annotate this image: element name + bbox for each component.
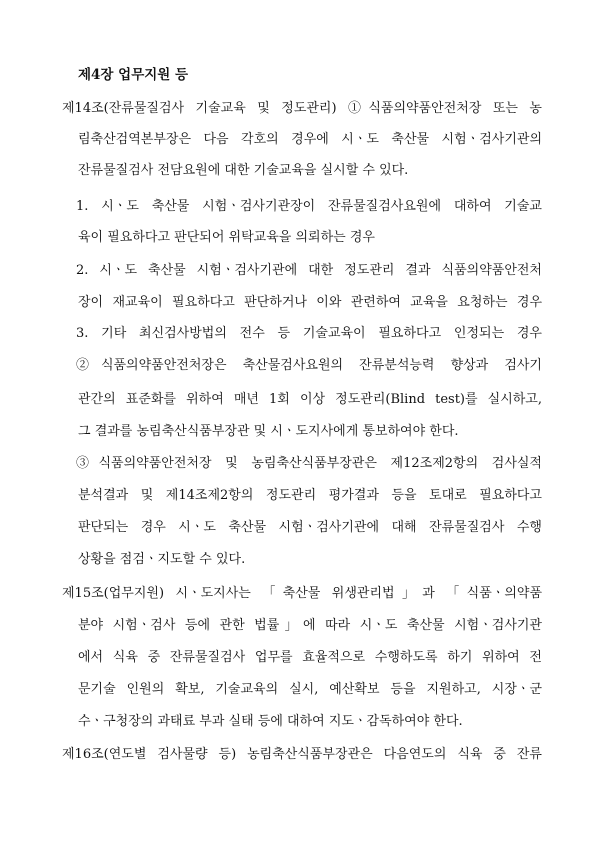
article-16-heading-line: 제16조(연도별 검사물량 등) 농림축산식품부장관은 다음연도의 식육 중 잔류 <box>62 747 542 762</box>
article-14-paragraph-2-line: ②식품의약품안전처장은 축산물검사요원의 잔류분석능력 향상과 검사기 <box>76 358 542 373</box>
article-14-heading-line: 제14조(잔류물질검사 기술교육 및 정도관리) ①식품의약품안전처장 또는 농 <box>62 101 542 116</box>
article-15-text-line: 분야 시험ㆍ검사 등에 관한 법률」에 따라 시ㆍ도 축산물 시험ㆍ검사기관 <box>78 618 542 633</box>
article-15-heading-line: 제15조(업무지원) 시ㆍ도지사는 「축산물 위생관리법」과 「식품ㆍ의약품 <box>62 586 542 601</box>
article-14-paragraph-3-line: ③식품의약품안전처장 및 농림축산식품부장관은 제12조제2항의 검사실적 <box>76 456 542 471</box>
article-14-item-1-line: 1. 시ㆍ도 축산물 시험ㆍ검사기관장이 잔류물질검사요원에 대하여 기술교 <box>76 199 542 214</box>
article-14-paragraph-3-line: 판단되는 경우 시ㆍ도 축산물 시험ㆍ검사기관에 대해 잔류물질검사 수행 <box>78 520 542 535</box>
article-15-text-line: 에서 식육 중 잔류물질검사 업무를 효율적으로 수행하도록 하기 위하여 전 <box>78 650 542 665</box>
article-14-item-2-line: 2. 시ㆍ도 축산물 시험ㆍ검사기관에 대한 정도관리 결과 식품의약품안전처 <box>76 263 542 278</box>
article-14-item-2-line: 장이 재교육이 필요하다고 판단하거나 이와 관련하여 교육을 요청하는 경우 <box>78 295 542 310</box>
article-15-text-line: 수ㆍ구청장의 과태료 부과 실태 등에 대하여 지도ㆍ감독하여야 한다. <box>78 714 463 729</box>
article-14-item-3-line: 3. 기타 최신검사방법의 전수 등 기술교육이 필요하다고 인정되는 경우 <box>76 326 542 341</box>
article-14-text-line: 잔류물질검사 전담요원에 대한 기술교육을 실시할 수 있다. <box>78 163 409 178</box>
article-14-text-line: 림축산검역본부장은 다음 각호의 경우에 시ㆍ도 축산물 시험ㆍ검사기관의 <box>78 132 542 147</box>
article-14-paragraph-2-line: 그 결과를 농림축산식품부장관 및 시ㆍ도지사에게 통보하여야 한다. <box>78 424 459 439</box>
article-14-item-1-line: 육이 필요하다고 판단되어 위탁교육을 의뢰하는 경우 <box>78 230 375 245</box>
article-14-paragraph-3-line: 상황을 점검ㆍ지도할 수 있다. <box>78 552 246 567</box>
article-14-paragraph-3-line: 분석결과 및 제14조제2항의 정도관리 평가결과 등을 토대로 필요하다고 <box>78 488 542 503</box>
chapter-title: 제4장 업무지원 등 <box>78 67 189 83</box>
article-15-text-line: 문기술 인원의 확보, 기술교육의 실시, 예산확보 등을 지원하고, 시장ㆍ군 <box>78 682 542 697</box>
article-14-paragraph-2-line: 관간의 표준화를 위하여 매년 1회 이상 정도관리(Blind test)를 실시하고, <box>78 392 542 407</box>
